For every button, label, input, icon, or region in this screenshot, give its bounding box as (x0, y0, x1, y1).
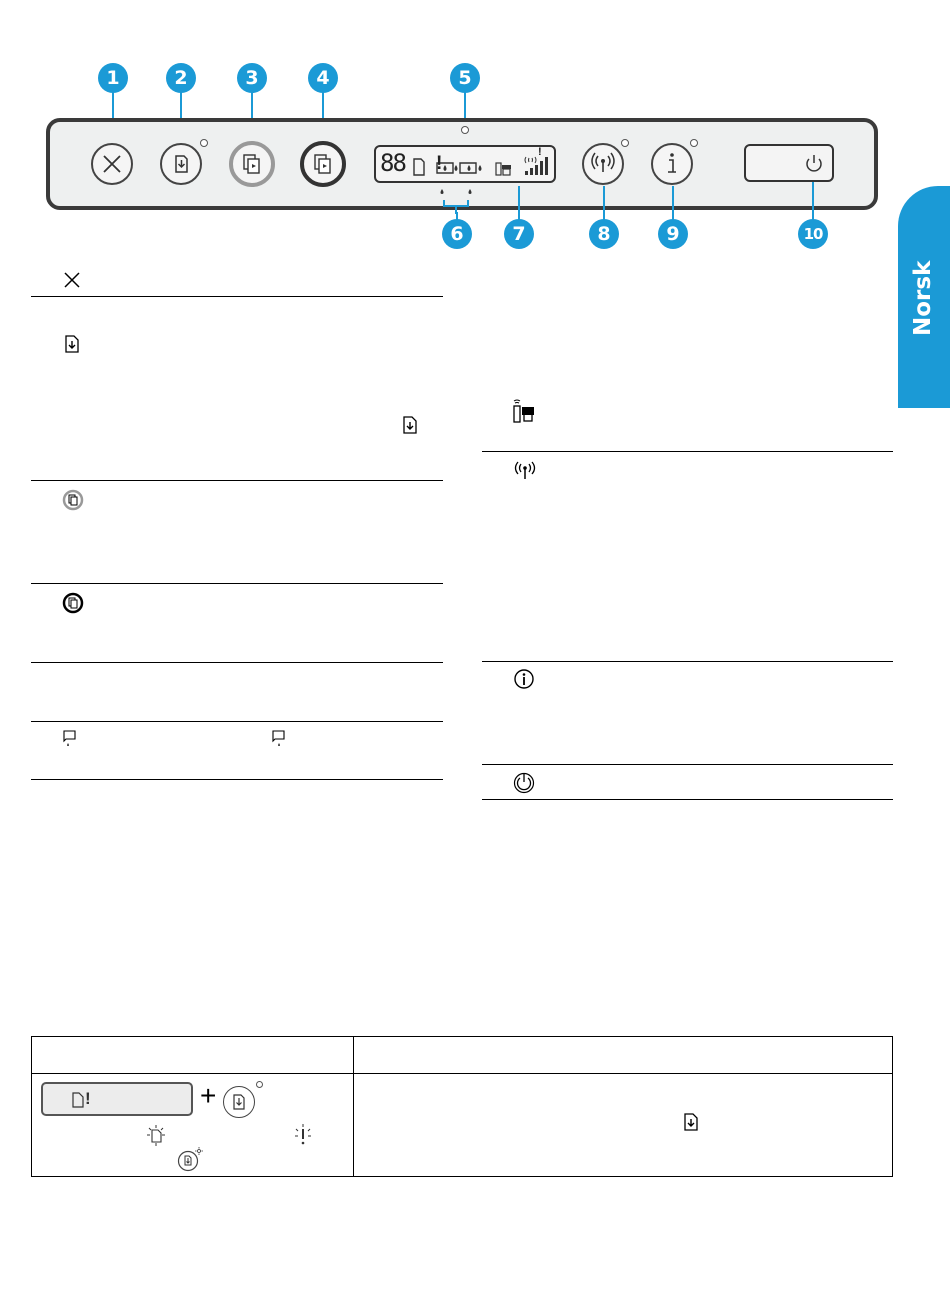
resume-icon (224, 1087, 254, 1117)
wireless-icon (512, 461, 538, 481)
resume-icon (683, 1112, 699, 1132)
x-icon (62, 270, 82, 290)
black-copy-icon (304, 145, 342, 183)
attention-led (461, 126, 469, 134)
resume-icon (162, 145, 200, 183)
callout-2: 2 (166, 63, 196, 93)
resume-led (200, 139, 208, 147)
resume-button-illustration (223, 1086, 255, 1118)
resume-led (256, 1081, 263, 1088)
lcd-status-icons (412, 155, 552, 179)
power-button[interactable] (744, 144, 834, 182)
wireless-button[interactable] (582, 143, 624, 185)
wifi-direct-icon (510, 398, 538, 428)
callout-4: 4 (308, 63, 338, 93)
color-copy-icon (233, 145, 271, 183)
cancel-button[interactable] (91, 143, 133, 185)
divider (31, 296, 443, 297)
wireless-led (621, 139, 629, 147)
color-copy-button[interactable] (229, 141, 275, 187)
status-table-header-divider (31, 1073, 893, 1074)
divider (482, 451, 893, 452)
info-icon (513, 668, 535, 690)
divider (31, 583, 443, 584)
callout-5: 5 (450, 63, 480, 93)
resume-icon (402, 415, 418, 435)
callout-9: 9 (658, 219, 688, 249)
x-icon (93, 145, 131, 183)
ink-cartridge-icon (271, 729, 287, 751)
divider (31, 480, 443, 481)
paper-error-symbol: ! (85, 1089, 91, 1108)
lcd-illustration (41, 1082, 193, 1116)
resume-button[interactable] (160, 143, 202, 185)
info-icon (653, 145, 691, 183)
ink-cartridge-icon (62, 729, 78, 751)
resume-icon (64, 334, 80, 354)
blinking-resume-icon (176, 1147, 204, 1173)
power-icon (802, 152, 826, 176)
divider (482, 799, 893, 800)
divider (482, 764, 893, 765)
lcd-paper-error: ! (436, 153, 443, 174)
lcd-wifi-error: ! (538, 146, 542, 158)
paper-icon (71, 1092, 85, 1108)
language-tab-label: Norsk (910, 260, 936, 336)
info-led (690, 139, 698, 147)
plus-sign: + (200, 1080, 217, 1111)
callout-3: 3 (237, 63, 267, 93)
wireless-icon (584, 145, 622, 183)
ink-indicators (436, 186, 476, 214)
callout-7: 7 (504, 219, 534, 249)
info-button[interactable] (651, 143, 693, 185)
callout-1: 1 (98, 63, 128, 93)
black-copy-icon (62, 592, 84, 614)
callout-6: 6 (442, 219, 472, 249)
blinking-error-icon (292, 1124, 314, 1148)
callout-8: 8 (589, 219, 619, 249)
status-table-column-divider (353, 1036, 354, 1177)
control-panel-display (374, 145, 556, 183)
divider (482, 661, 893, 662)
language-tab (898, 186, 950, 408)
lcd-digits: 88 (380, 149, 405, 177)
black-copy-button[interactable] (300, 141, 346, 187)
blinking-paper-icon (145, 1124, 167, 1146)
power-icon (513, 770, 535, 794)
callout-10: 10 (798, 219, 828, 249)
divider (31, 662, 443, 663)
divider (31, 721, 443, 722)
color-copy-icon (62, 489, 84, 511)
divider (31, 779, 443, 780)
